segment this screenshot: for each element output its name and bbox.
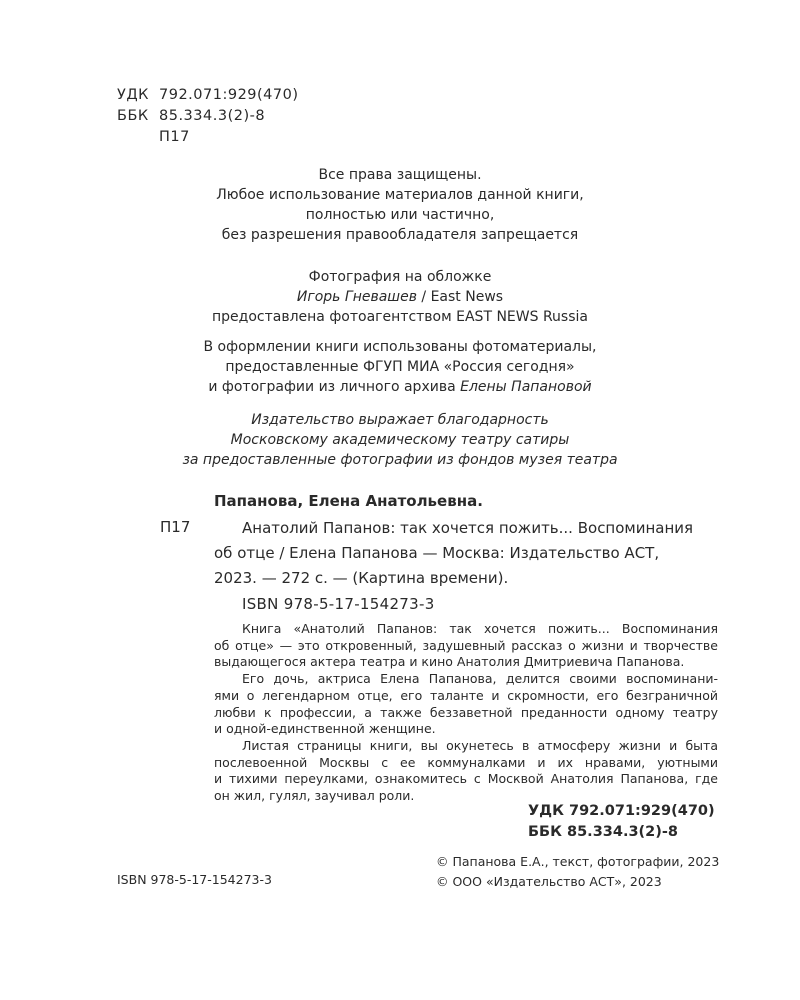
- author-mark-row: [117, 127, 299, 148]
- author-mark: П17: [159, 129, 190, 145]
- design-photos-credit: [0, 337, 800, 397]
- bottom-classification-codes: [528, 801, 715, 843]
- thanks-line: Издательство выражает благодарность: [251, 412, 549, 428]
- abstract-line: ями о легендарном отце, его таланте и скромности, его безграничной: [214, 687, 718, 703]
- biblio-line: Анатолий Папанов: так хочется пожить... Воспоминания: [242, 519, 694, 537]
- abstract: [214, 621, 718, 805]
- bbk-value: 85.334.3(2)-8: [159, 108, 266, 124]
- cover-photo-line: [0, 287, 800, 307]
- archive-prefix: и фотографии из личного архива: [208, 379, 461, 395]
- abstract-line: и тихими переулками, ознакомитесь с Москвой Анатолия Папанова, где: [214, 771, 718, 787]
- rights-line: Любое использование материалов данной книги,: [216, 187, 584, 203]
- copyright-notice: [436, 852, 719, 892]
- udk-label: УДК: [117, 87, 149, 103]
- bbk-label: ББК: [117, 108, 149, 124]
- bbk-row: [117, 106, 299, 127]
- bottom-bbk: ББК 85.334.3(2)-8: [528, 824, 679, 840]
- abstract-line: Книга «Анатолий Папанов: так хочется пожить... Воспоминания: [242, 621, 718, 636]
- bibliographic-description: [214, 516, 718, 591]
- classification-codes: [117, 85, 299, 148]
- bottom-isbn: ISBN 978-5-17-154273-3: [117, 872, 272, 887]
- abstract-line: и одной-единственной женщине.: [214, 721, 436, 737]
- abstract-line: Его дочь, актриса Елена Папанова, делится своими воспоминани-: [242, 671, 718, 687]
- catalog-author: Папанова, Елена Анатольевна.: [214, 492, 483, 510]
- bottom-udk: УДК 792.071:929(470): [528, 803, 715, 819]
- abstract-line: Листая страницы книги, вы окунетесь в атмосферу жизни и быта: [242, 737, 718, 753]
- udk-row: [117, 85, 299, 106]
- acknowledgement: [0, 410, 800, 470]
- design-photos-line: предоставленные ФГУП МИА «Россия сегодня»: [225, 359, 575, 375]
- design-photos-line: В оформлении книги использованы фотоматериалы,: [203, 339, 597, 355]
- abstract-line: об отце» — это откровенный, задушевный рассказ о жизни и творчестве: [214, 637, 718, 653]
- rights-line: Все права защищены.: [318, 167, 482, 183]
- biblio-line: об отце / Елена Папанова — Москва: Издательство АСТ,: [214, 544, 660, 562]
- rights-line: полностью или частично,: [305, 207, 495, 223]
- rights-line: без разрешения правообладателя запрещается: [221, 227, 579, 243]
- rights-notice: [0, 165, 800, 245]
- abstract-line: послевоенной Москвы с ее коммуналками и их нравами, уютными: [214, 754, 718, 770]
- cover-photo-line: предоставлена фотоагентством EAST NEWS Russia: [212, 309, 588, 325]
- udk-value: 792.071:929(470): [159, 87, 299, 103]
- thanks-line: Московскому академическому театру сатиры: [230, 432, 570, 448]
- cover-photo-line: Фотография на обложке: [308, 269, 492, 285]
- abstract-line: он жил, гулял, заучивал роли.: [214, 788, 415, 804]
- photo-agency: / East News: [416, 289, 504, 305]
- catalog-isbn: ISBN 978-5-17-154273-3: [242, 595, 435, 613]
- design-photos-line: [0, 377, 800, 397]
- biblio-line: 2023. — 272 с. — (Картина времени).: [214, 569, 509, 587]
- catalog-code: П17: [160, 518, 191, 536]
- abstract-line: любви к профессии, а также беззаветной преданности одному театру: [214, 704, 718, 720]
- copyright-line: © Папанова Е.А., текст, фотографии, 2023: [436, 854, 720, 869]
- copyright-line: © ООО «Издательство АСТ», 2023: [436, 874, 662, 889]
- abstract-line: выдающегося актера театра и кино Анатолия Дмитриевича Папанова.: [214, 654, 685, 670]
- cover-photo-credit: [0, 267, 800, 327]
- photographer-name: Игорь Гневашев: [296, 289, 417, 305]
- archive-owner: Елены Папановой: [460, 379, 592, 395]
- thanks-line: за предоставленные фотографии из фондов музея театра: [182, 452, 618, 468]
